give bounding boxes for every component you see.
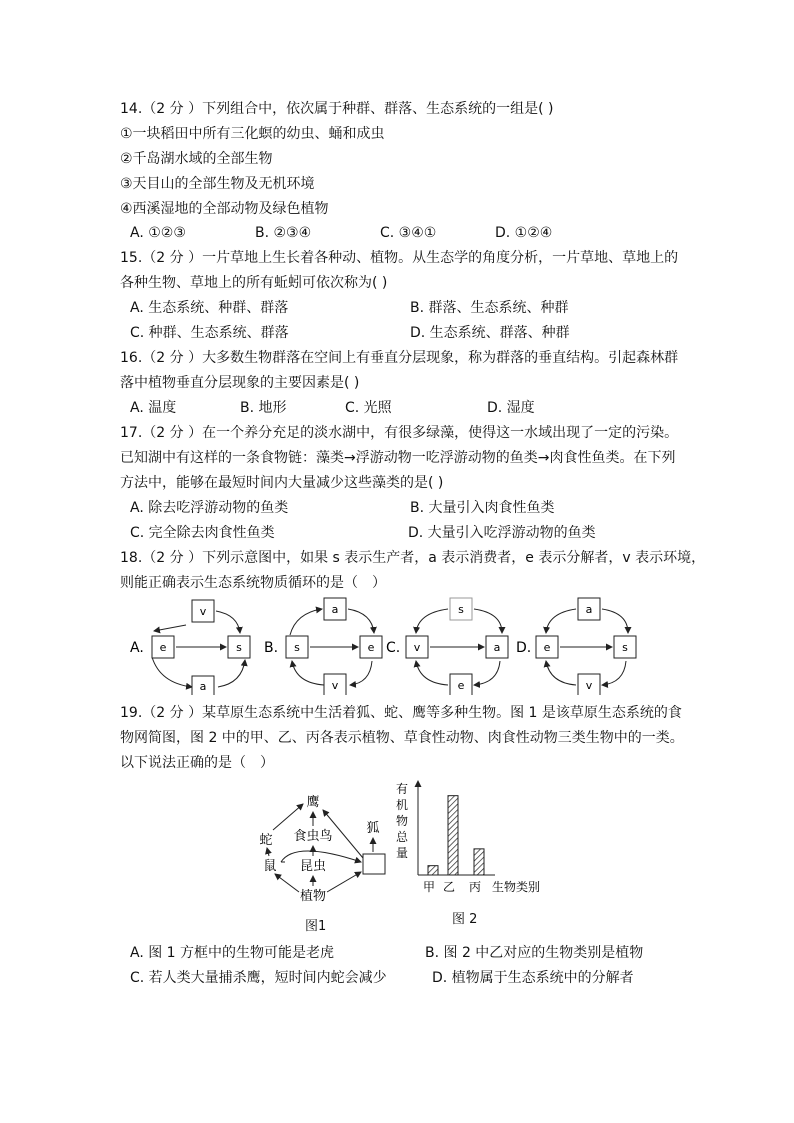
figure1-caption: 图1 xyxy=(305,919,327,934)
q17-option-b: B. 大量引入肉食性鱼类 xyxy=(410,500,555,516)
diagram-a xyxy=(130,600,250,695)
q16-option-a: A. 温度 xyxy=(130,400,177,416)
y-label-char: 有 xyxy=(395,782,409,796)
q14-stem: 14.（2 分 ）下列组合中，依次属于种群、群落、生态系统的一组是( ) xyxy=(120,101,554,117)
q15-option-a: A. 生态系统、种群、群落 xyxy=(130,300,289,316)
svg-text:s: s xyxy=(458,603,464,616)
node-snake: 蛇 xyxy=(259,833,273,848)
q14-item: ④西溪湿地的全部动物及绿色植物 xyxy=(120,201,329,217)
svg-text:v: v xyxy=(585,679,593,692)
x-tick-label: 丙 xyxy=(468,880,482,894)
q14-option-a: A. ①②③ xyxy=(130,225,186,241)
q17-stem: 已知湖中有这样的一条食物链：藻类→浮游动物一吃浮游动物的鱼类→肉食性鱼类。在下列 xyxy=(120,450,676,466)
svg-text:a: a xyxy=(199,680,207,693)
svg-text:s: s xyxy=(622,641,628,654)
q15-option-c: C. 种群、生态系统、群落 xyxy=(130,325,289,341)
diagram-d xyxy=(516,598,636,695)
cycle-diagrams xyxy=(120,595,650,695)
svg-text:v: v xyxy=(331,679,339,692)
q15-stem: 15.（2 分 ）一片草地上生长着各种动、植物。从生态学的角度分析，一片草地、草地上的 xyxy=(120,250,679,266)
node-eagle: 鹰 xyxy=(306,795,320,810)
node-mouse: 鼠 xyxy=(263,859,277,874)
y-label-char: 总 xyxy=(395,830,409,844)
y-axis-label xyxy=(396,782,409,860)
q14-option-b: B. ②③④ xyxy=(255,225,312,241)
svg-text:e: e xyxy=(159,641,167,654)
node-plant: 植物 xyxy=(299,889,327,904)
svg-text:s: s xyxy=(236,641,242,654)
q15-stem: 各种生物、草地上的所有蚯蚓可依次称为( ) xyxy=(120,275,388,291)
q14-item: ①一块稻田中所有三化螟的幼虫、蛹和成虫 xyxy=(120,126,385,142)
svg-text:v: v xyxy=(413,641,421,654)
q16-option-d: D. 湿度 xyxy=(487,400,535,416)
q19-stem: 19.（2 分 ）某草原生态系统中生活着狐、蛇、鹰等多种生物。图 1 是该草原生态系统的食 xyxy=(120,705,682,721)
x-axis-label: 生物类别 xyxy=(492,880,541,894)
bar-2 xyxy=(474,849,484,875)
q19-option-a: A. 图 1 方框中的生物可能是老虎 xyxy=(130,945,335,961)
q16-stem: 落中植物垂直分层现象的主要因素是( ) xyxy=(120,375,360,391)
q17-stem: 17.（2 分 ）在一个养分充足的淡水湖中，有很多绿藻，使得这一水域出现了一定的污染。 xyxy=(120,425,679,441)
y-label-char: 量 xyxy=(395,846,409,860)
svg-text:C.: C. xyxy=(386,640,401,656)
diagram-label: A. xyxy=(130,640,144,656)
q15-option-b: B. 群落、生态系统、种群 xyxy=(410,300,569,316)
svg-text:a: a xyxy=(585,603,593,616)
q19-option-d: D. 植物属于生态系统中的分解者 xyxy=(432,970,634,986)
diagram-b xyxy=(264,598,382,695)
q19-stem: 以下说法正确的是（ ） xyxy=(120,755,274,771)
q19-option-b: B. 图 2 中乙对应的生物类别是植物 xyxy=(425,945,644,961)
q14-item: ③天目山的全部生物及无机环境 xyxy=(120,176,315,192)
q19-stem: 物网简图，图 2 中的甲、乙、丙各表示植物、草食性动物、肉食性动物三类生物中的一类。 xyxy=(120,730,684,746)
q16-stem: 16.（2 分 ）大多数生物群落在空间上有垂直分层现象，称为群落的垂直结构。引起森林群 xyxy=(120,350,679,366)
svg-text:e: e xyxy=(367,641,375,654)
y-label-char: 物 xyxy=(395,814,409,828)
q17-option-c: C. 完全除去肉食性鱼类 xyxy=(130,525,275,541)
q16-option-c: C. 光照 xyxy=(345,400,392,416)
q19-option-c: C. 若人类大量捕杀鹰，短时间内蛇会减少 xyxy=(130,970,387,986)
svg-text:v: v xyxy=(199,605,207,618)
svg-text:a: a xyxy=(331,603,339,616)
q17-option-d: D. 大量引入吃浮游动物的鱼类 xyxy=(408,525,596,541)
bar-0 xyxy=(428,866,438,875)
q17-option-a: A. 除去吃浮游动物的鱼类 xyxy=(130,500,289,516)
q18-stem: 18.（2 分 ）下列示意图中，如果 s 表示生产者，a 表示消费者，e 表示分解者，v 表示环境， xyxy=(120,550,706,566)
node-bird: 食虫鸟 xyxy=(293,829,333,844)
svg-text:e: e xyxy=(457,679,465,692)
diagram-c xyxy=(386,598,508,695)
bar-chart xyxy=(390,775,550,900)
node-fox: 狐 xyxy=(366,821,380,836)
q15-option-d: D. 生态系统、群落、种群 xyxy=(410,325,570,341)
q16-option-b: B. 地形 xyxy=(240,400,287,416)
x-tick-label: 乙 xyxy=(442,880,456,894)
unknown-box xyxy=(363,854,385,874)
q18-stem: 则能正确表示生态系统物质循环的是（ ） xyxy=(120,575,386,591)
q17-stem: 方法中，能够在最短时间内大量减少这些藻类的是( ) xyxy=(120,475,444,491)
bar-1 xyxy=(448,796,458,875)
y-label-char: 机 xyxy=(395,798,409,812)
figure2-caption: 图 2 xyxy=(452,912,478,927)
svg-text:B.: B. xyxy=(264,640,279,656)
q14-option-d: D. ①②④ xyxy=(495,225,553,241)
q14-item: ②千岛湖水域的全部生物 xyxy=(120,151,273,167)
svg-text:e: e xyxy=(543,641,551,654)
q14-option-c: C. ③④① xyxy=(380,225,437,241)
svg-text:D.: D. xyxy=(516,640,532,656)
x-tick-label: 甲 xyxy=(422,880,436,894)
node-insect: 昆虫 xyxy=(299,859,327,874)
svg-text:a: a xyxy=(493,641,501,654)
svg-text:s: s xyxy=(294,641,300,654)
